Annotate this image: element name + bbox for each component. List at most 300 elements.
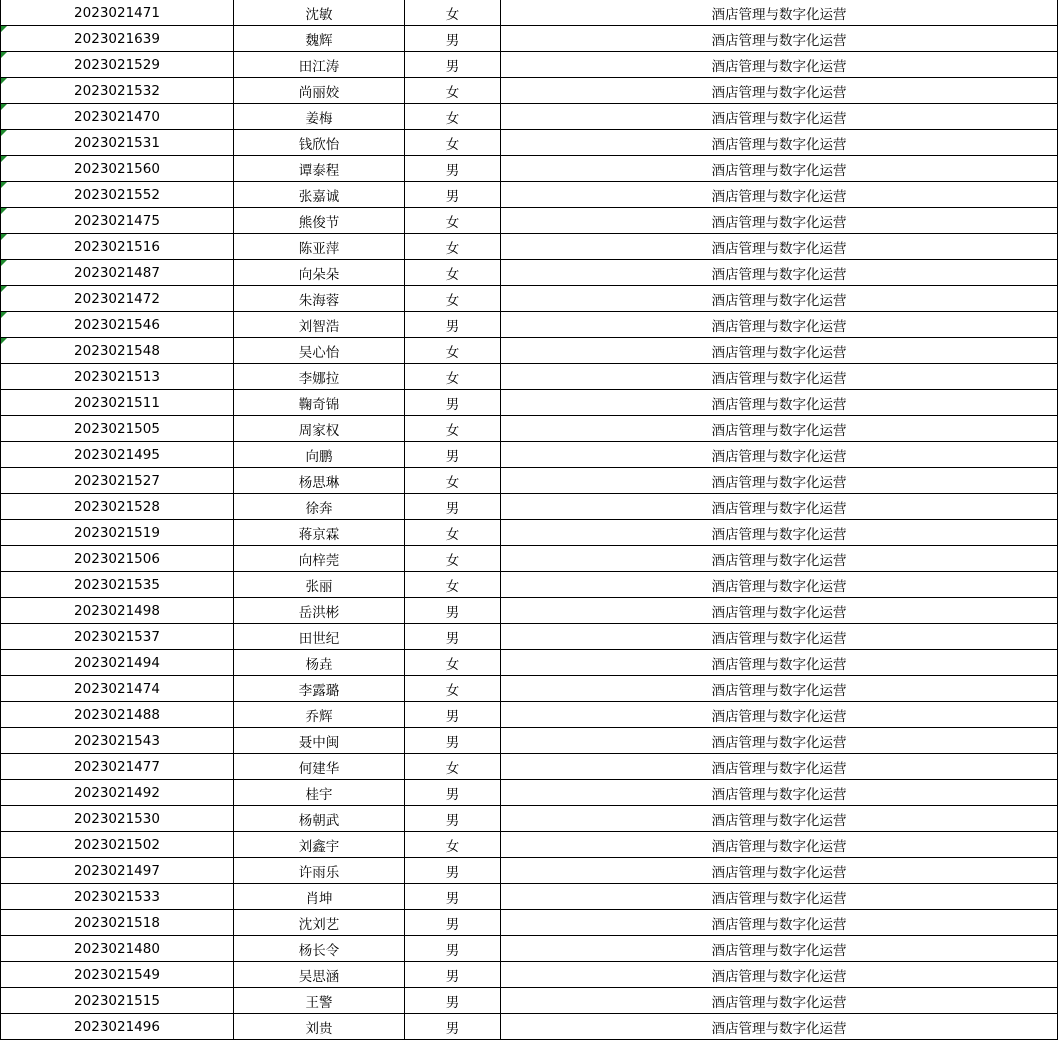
student-name-cell[interactable] <box>234 78 405 104</box>
student-name-cell-text: 杨长令 <box>298 942 340 959</box>
student-name-cell[interactable] <box>234 312 405 338</box>
gender-cell[interactable] <box>405 598 501 624</box>
major-cell[interactable] <box>501 390 1058 416</box>
gender-cell[interactable] <box>405 442 501 468</box>
major-cell[interactable] <box>501 52 1058 78</box>
major-cell-text: 酒店管理与数字化运营 <box>711 474 847 491</box>
gender-cell[interactable] <box>405 806 501 832</box>
table-row <box>1 572 1058 598</box>
student-name-cell[interactable] <box>234 364 405 390</box>
student-id-cell-text: 2023021552 <box>74 186 160 203</box>
student-id-cell[interactable] <box>1 1014 234 1040</box>
student-id-cell-text: 2023021495 <box>74 446 160 463</box>
student-id-cell-text: 2023021537 <box>74 628 160 645</box>
table-row <box>1 156 1058 182</box>
gender-cell-text: 女 <box>445 266 460 283</box>
student-id-cell-text: 2023021497 <box>74 862 160 879</box>
gender-cell[interactable] <box>405 936 501 962</box>
student-id-cell[interactable] <box>1 182 234 208</box>
major-cell[interactable] <box>501 832 1058 858</box>
gender-cell[interactable] <box>405 468 501 494</box>
student-name-cell[interactable] <box>234 884 405 910</box>
gender-cell[interactable] <box>405 364 501 390</box>
table-row <box>1 78 1058 104</box>
gender-cell[interactable] <box>405 572 501 598</box>
gender-cell[interactable] <box>405 494 501 520</box>
student-id-cell[interactable] <box>1 780 234 806</box>
gender-cell-text: 男 <box>445 708 460 725</box>
student-name-cell[interactable] <box>234 338 405 364</box>
table-row <box>1 208 1058 234</box>
table-row <box>1 234 1058 260</box>
table-row <box>1 650 1058 676</box>
gender-cell[interactable] <box>405 520 501 546</box>
error-indicator-icon <box>1 338 7 344</box>
gender-cell[interactable] <box>405 962 501 988</box>
student-id-cell[interactable] <box>1 832 234 858</box>
major-cell[interactable] <box>501 312 1058 338</box>
student-id-cell[interactable] <box>1 468 234 494</box>
major-cell-text: 酒店管理与数字化运营 <box>711 526 847 543</box>
student-name-cell[interactable] <box>234 858 405 884</box>
gender-cell[interactable] <box>405 728 501 754</box>
error-indicator-icon <box>1 26 7 32</box>
major-cell-text: 酒店管理与数字化运营 <box>711 604 847 621</box>
gender-cell[interactable] <box>405 416 501 442</box>
student-id-cell[interactable] <box>1 260 234 286</box>
student-id-cell-text: 2023021475 <box>74 212 160 229</box>
student-name-cell-text: 姜梅 <box>305 110 333 127</box>
gender-cell[interactable] <box>405 156 501 182</box>
student-id-cell[interactable] <box>1 130 234 156</box>
gender-cell-text: 女 <box>445 370 460 387</box>
student-name-cell-text: 田世纪 <box>298 630 340 647</box>
gender-cell-text: 女 <box>445 422 460 439</box>
student-id-cell[interactable] <box>1 676 234 702</box>
gender-cell[interactable] <box>405 910 501 936</box>
table-row <box>1 182 1058 208</box>
student-name-cell[interactable] <box>234 962 405 988</box>
student-id-cell-text: 2023021527 <box>74 472 160 489</box>
gender-cell-text: 男 <box>445 188 460 205</box>
gender-cell[interactable] <box>405 546 501 572</box>
student-name-cell[interactable] <box>234 468 405 494</box>
student-id-cell[interactable] <box>1 338 234 364</box>
major-cell[interactable] <box>501 364 1058 390</box>
student-name-cell[interactable] <box>234 676 405 702</box>
table-row <box>1 52 1058 78</box>
table-row <box>1 364 1058 390</box>
major-cell[interactable] <box>501 650 1058 676</box>
student-id-cell[interactable] <box>1 546 234 572</box>
student-name-cell-text: 陈亚萍 <box>298 240 340 257</box>
student-name-cell[interactable] <box>234 182 405 208</box>
student-name-cell-text: 桂宇 <box>305 786 333 803</box>
student-id-cell[interactable] <box>1 702 234 728</box>
gender-cell[interactable] <box>405 0 501 26</box>
gender-cell-text: 男 <box>445 942 460 959</box>
student-name-cell[interactable] <box>234 754 405 780</box>
gender-cell[interactable] <box>405 130 501 156</box>
major-cell[interactable] <box>501 936 1058 962</box>
gender-cell-text: 女 <box>445 838 460 855</box>
major-cell-text: 酒店管理与数字化运营 <box>711 812 847 829</box>
student-name-cell-text: 乔辉 <box>305 708 333 725</box>
gender-cell[interactable] <box>405 78 501 104</box>
student-id-cell-text: 2023021639 <box>74 30 160 47</box>
gender-cell-text: 男 <box>445 734 460 751</box>
student-name-cell[interactable] <box>234 156 405 182</box>
table-row <box>1 312 1058 338</box>
major-cell-text: 酒店管理与数字化运营 <box>711 786 847 803</box>
student-id-cell-text: 2023021560 <box>74 160 160 177</box>
major-cell[interactable] <box>501 780 1058 806</box>
student-name-cell[interactable] <box>234 52 405 78</box>
student-name-cell-text: 何建华 <box>298 760 340 777</box>
major-cell[interactable] <box>501 182 1058 208</box>
major-cell-text: 酒店管理与数字化运营 <box>711 994 847 1011</box>
major-cell[interactable] <box>501 468 1058 494</box>
gender-cell[interactable] <box>405 858 501 884</box>
student-name-cell[interactable] <box>234 806 405 832</box>
student-id-cell-text: 2023021535 <box>74 576 160 593</box>
student-id-cell-text: 2023021513 <box>74 368 160 385</box>
major-cell-text: 酒店管理与数字化运营 <box>711 84 847 101</box>
student-id-cell-text: 2023021543 <box>74 732 160 749</box>
major-cell[interactable] <box>501 130 1058 156</box>
student-id-cell[interactable] <box>1 572 234 598</box>
major-cell[interactable] <box>501 910 1058 936</box>
student-id-cell[interactable] <box>1 598 234 624</box>
major-cell-text: 酒店管理与数字化运营 <box>711 838 847 855</box>
student-name-cell-text: 张丽 <box>305 578 333 595</box>
error-indicator-icon <box>1 260 7 266</box>
gender-cell[interactable] <box>405 286 501 312</box>
gender-cell[interactable] <box>405 338 501 364</box>
student-name-cell[interactable] <box>234 520 405 546</box>
student-id-cell[interactable] <box>1 520 234 546</box>
major-cell[interactable] <box>501 234 1058 260</box>
major-cell-text: 酒店管理与数字化运营 <box>711 864 847 881</box>
major-cell-text: 酒店管理与数字化运营 <box>711 214 847 231</box>
major-cell-text: 酒店管理与数字化运营 <box>711 396 847 413</box>
table-row <box>1 468 1058 494</box>
student-id-cell-text: 2023021496 <box>74 1018 160 1035</box>
gender-cell-text: 女 <box>445 578 460 595</box>
table-row <box>1 546 1058 572</box>
major-cell-text: 酒店管理与数字化运营 <box>711 734 847 751</box>
student-name-cell-text: 刘贵 <box>305 1020 333 1037</box>
major-cell[interactable] <box>501 598 1058 624</box>
major-cell-text: 酒店管理与数字化运营 <box>711 240 847 257</box>
major-cell[interactable] <box>501 858 1058 884</box>
major-cell[interactable] <box>501 676 1058 702</box>
student-name-cell-text: 熊俊节 <box>298 214 340 231</box>
major-cell-text: 酒店管理与数字化运营 <box>711 942 847 959</box>
student-name-cell[interactable] <box>234 546 405 572</box>
major-cell[interactable] <box>501 104 1058 130</box>
student-id-cell[interactable] <box>1 156 234 182</box>
gender-cell-text: 女 <box>445 682 460 699</box>
table-row <box>1 494 1058 520</box>
student-id-cell-text: 2023021471 <box>74 4 160 21</box>
student-id-cell[interactable] <box>1 78 234 104</box>
major-cell-text: 酒店管理与数字化运营 <box>711 448 847 465</box>
student-id-cell[interactable] <box>1 234 234 260</box>
student-id-cell-text: 2023021477 <box>74 758 160 775</box>
major-cell[interactable] <box>501 494 1058 520</box>
student-id-cell-text: 2023021511 <box>74 394 160 411</box>
student-name-cell-text: 杨朝武 <box>298 812 340 829</box>
student-id-cell-text: 2023021498 <box>74 602 160 619</box>
major-cell-text: 酒店管理与数字化运营 <box>711 760 847 777</box>
student-name-cell-text: 张嘉诚 <box>298 188 340 205</box>
gender-cell[interactable] <box>405 260 501 286</box>
student-name-cell-text: 刘鑫宇 <box>298 838 340 855</box>
gender-cell[interactable] <box>405 884 501 910</box>
major-cell[interactable] <box>501 1014 1058 1040</box>
student-name-cell[interactable] <box>234 208 405 234</box>
student-id-cell-text: 2023021516 <box>74 238 160 255</box>
student-id-cell[interactable] <box>1 910 234 936</box>
student-name-cell[interactable] <box>234 598 405 624</box>
student-id-cell[interactable] <box>1 806 234 832</box>
major-cell[interactable] <box>501 442 1058 468</box>
gender-cell-text: 男 <box>445 58 460 75</box>
gender-cell[interactable] <box>405 234 501 260</box>
table-row <box>1 624 1058 650</box>
gender-cell[interactable] <box>405 754 501 780</box>
student-name-cell-text: 尚丽姣 <box>298 84 340 101</box>
student-id-cell[interactable] <box>1 442 234 468</box>
gender-cell-text: 男 <box>445 500 460 517</box>
student-id-cell[interactable] <box>1 754 234 780</box>
student-name-cell[interactable] <box>234 494 405 520</box>
major-cell[interactable] <box>501 806 1058 832</box>
major-cell[interactable] <box>501 0 1058 26</box>
table-row <box>1 104 1058 130</box>
gender-cell-text: 男 <box>445 968 460 985</box>
student-id-cell-text: 2023021549 <box>74 966 160 983</box>
gender-cell[interactable] <box>405 182 501 208</box>
major-cell-text: 酒店管理与数字化运营 <box>711 422 847 439</box>
table-body <box>1 0 1058 1040</box>
student-id-cell[interactable] <box>1 26 234 52</box>
student-name-cell[interactable] <box>234 702 405 728</box>
student-name-cell[interactable] <box>234 286 405 312</box>
major-cell[interactable] <box>501 78 1058 104</box>
student-name-cell[interactable] <box>234 0 405 26</box>
major-cell-text: 酒店管理与数字化运营 <box>711 292 847 309</box>
major-cell[interactable] <box>501 520 1058 546</box>
student-id-cell[interactable] <box>1 390 234 416</box>
gender-cell-text: 男 <box>445 448 460 465</box>
student-name-cell-text: 蒋京霖 <box>298 526 340 543</box>
student-id-cell-text: 2023021548 <box>74 342 160 359</box>
gender-cell-text: 女 <box>445 6 460 23</box>
major-cell-text: 酒店管理与数字化运营 <box>711 968 847 985</box>
student-id-cell[interactable] <box>1 962 234 988</box>
major-cell-text: 酒店管理与数字化运营 <box>711 552 847 569</box>
student-id-cell[interactable] <box>1 858 234 884</box>
student-name-cell[interactable] <box>234 572 405 598</box>
gender-cell-text: 女 <box>445 292 460 309</box>
major-cell[interactable] <box>501 208 1058 234</box>
student-name-cell[interactable] <box>234 26 405 52</box>
gender-cell-text: 男 <box>445 162 460 179</box>
major-cell-text: 酒店管理与数字化运营 <box>711 188 847 205</box>
gender-cell-text: 女 <box>445 526 460 543</box>
gender-cell-text: 女 <box>445 110 460 127</box>
major-cell[interactable] <box>501 26 1058 52</box>
major-cell-text: 酒店管理与数字化运营 <box>711 110 847 127</box>
table-row <box>1 416 1058 442</box>
gender-cell-text: 男 <box>445 318 460 335</box>
major-cell[interactable] <box>501 728 1058 754</box>
student-name-cell-text: 李娜拉 <box>298 370 340 387</box>
gender-cell[interactable] <box>405 832 501 858</box>
major-cell[interactable] <box>501 416 1058 442</box>
gender-cell[interactable] <box>405 676 501 702</box>
student-name-cell-text: 向鹏 <box>305 448 333 465</box>
major-cell[interactable] <box>501 156 1058 182</box>
student-name-cell[interactable] <box>234 780 405 806</box>
student-id-cell-text: 2023021518 <box>74 914 160 931</box>
student-id-cell[interactable] <box>1 104 234 130</box>
major-cell[interactable] <box>501 572 1058 598</box>
gender-cell[interactable] <box>405 312 501 338</box>
student-id-cell-text: 2023021494 <box>74 654 160 671</box>
student-name-cell-text: 吴思涵 <box>298 968 340 985</box>
student-id-cell[interactable] <box>1 286 234 312</box>
major-cell-text: 酒店管理与数字化运营 <box>711 916 847 933</box>
major-cell[interactable] <box>501 546 1058 572</box>
student-name-cell-text: 鞠奇锦 <box>298 396 340 413</box>
table-row <box>1 780 1058 806</box>
major-cell-text: 酒店管理与数字化运营 <box>711 6 847 23</box>
major-cell[interactable] <box>501 286 1058 312</box>
table-row <box>1 520 1058 546</box>
student-id-cell-text: 2023021532 <box>74 82 160 99</box>
table-row <box>1 910 1058 936</box>
gender-cell-text: 男 <box>445 994 460 1011</box>
student-name-cell-text: 沈刘艺 <box>298 916 340 933</box>
student-name-cell-text: 向朵朵 <box>298 266 340 283</box>
table-row <box>1 260 1058 286</box>
table-row <box>1 1014 1058 1040</box>
major-cell[interactable] <box>501 988 1058 1014</box>
student-id-cell[interactable] <box>1 494 234 520</box>
student-name-cell-text: 聂中闽 <box>298 734 340 751</box>
table-row <box>1 390 1058 416</box>
gender-cell[interactable] <box>405 780 501 806</box>
gender-cell[interactable] <box>405 988 501 1014</box>
student-id-cell[interactable] <box>1 988 234 1014</box>
major-cell[interactable] <box>501 338 1058 364</box>
table-row <box>1 936 1058 962</box>
student-name-cell-text: 李露璐 <box>298 682 340 699</box>
gender-cell-text: 女 <box>445 344 460 361</box>
student-name-cell-text: 钱欣怡 <box>298 136 340 153</box>
student-id-cell-text: 2023021502 <box>74 836 160 853</box>
student-name-cell[interactable] <box>234 650 405 676</box>
table-row <box>1 676 1058 702</box>
table-row <box>1 130 1058 156</box>
error-indicator-icon <box>1 78 7 84</box>
gender-cell-text: 男 <box>445 864 460 881</box>
gender-cell-text: 男 <box>445 1020 460 1037</box>
student-id-cell[interactable] <box>1 728 234 754</box>
gender-cell-text: 男 <box>445 890 460 907</box>
gender-cell[interactable] <box>405 104 501 130</box>
student-id-cell[interactable] <box>1 936 234 962</box>
student-id-cell[interactable] <box>1 0 234 26</box>
student-name-cell[interactable] <box>234 416 405 442</box>
student-id-cell[interactable] <box>1 208 234 234</box>
gender-cell-text: 男 <box>445 604 460 621</box>
gender-cell-text: 女 <box>445 136 460 153</box>
student-name-cell[interactable] <box>234 104 405 130</box>
error-indicator-icon <box>1 182 7 188</box>
student-name-cell[interactable] <box>234 130 405 156</box>
gender-cell[interactable] <box>405 702 501 728</box>
major-cell-text: 酒店管理与数字化运营 <box>711 656 847 673</box>
table-row <box>1 442 1058 468</box>
major-cell[interactable] <box>501 624 1058 650</box>
student-name-cell[interactable] <box>234 832 405 858</box>
major-cell-text: 酒店管理与数字化运营 <box>711 500 847 517</box>
student-name-cell[interactable] <box>234 234 405 260</box>
student-id-cell[interactable] <box>1 364 234 390</box>
gender-cell[interactable] <box>405 650 501 676</box>
student-id-cell-text: 2023021480 <box>74 940 160 957</box>
student-name-cell[interactable] <box>234 936 405 962</box>
major-cell[interactable] <box>501 962 1058 988</box>
student-id-cell[interactable] <box>1 884 234 910</box>
student-name-cell-text: 田江涛 <box>298 58 340 75</box>
student-id-cell[interactable] <box>1 416 234 442</box>
major-cell[interactable] <box>501 702 1058 728</box>
gender-cell[interactable] <box>405 390 501 416</box>
student-id-cell[interactable] <box>1 312 234 338</box>
student-name-cell[interactable] <box>234 728 405 754</box>
major-cell[interactable] <box>501 884 1058 910</box>
gender-cell[interactable] <box>405 624 501 650</box>
student-name-cell[interactable] <box>234 260 405 286</box>
table-row <box>1 702 1058 728</box>
student-id-cell[interactable] <box>1 650 234 676</box>
student-name-cell[interactable] <box>234 988 405 1014</box>
table-row <box>1 728 1058 754</box>
gender-cell[interactable] <box>405 52 501 78</box>
student-id-cell[interactable] <box>1 624 234 650</box>
student-name-cell[interactable] <box>234 442 405 468</box>
gender-cell[interactable] <box>405 1014 501 1040</box>
student-name-cell[interactable] <box>234 390 405 416</box>
student-id-cell-text: 2023021492 <box>74 784 160 801</box>
gender-cell[interactable] <box>405 26 501 52</box>
student-id-cell[interactable] <box>1 52 234 78</box>
major-cell-text: 酒店管理与数字化运营 <box>711 162 847 179</box>
table-row <box>1 962 1058 988</box>
gender-cell[interactable] <box>405 208 501 234</box>
table-row <box>1 884 1058 910</box>
student-name-cell[interactable] <box>234 624 405 650</box>
student-name-cell[interactable] <box>234 910 405 936</box>
major-cell[interactable] <box>501 260 1058 286</box>
student-name-cell[interactable] <box>234 1014 405 1040</box>
major-cell[interactable] <box>501 754 1058 780</box>
